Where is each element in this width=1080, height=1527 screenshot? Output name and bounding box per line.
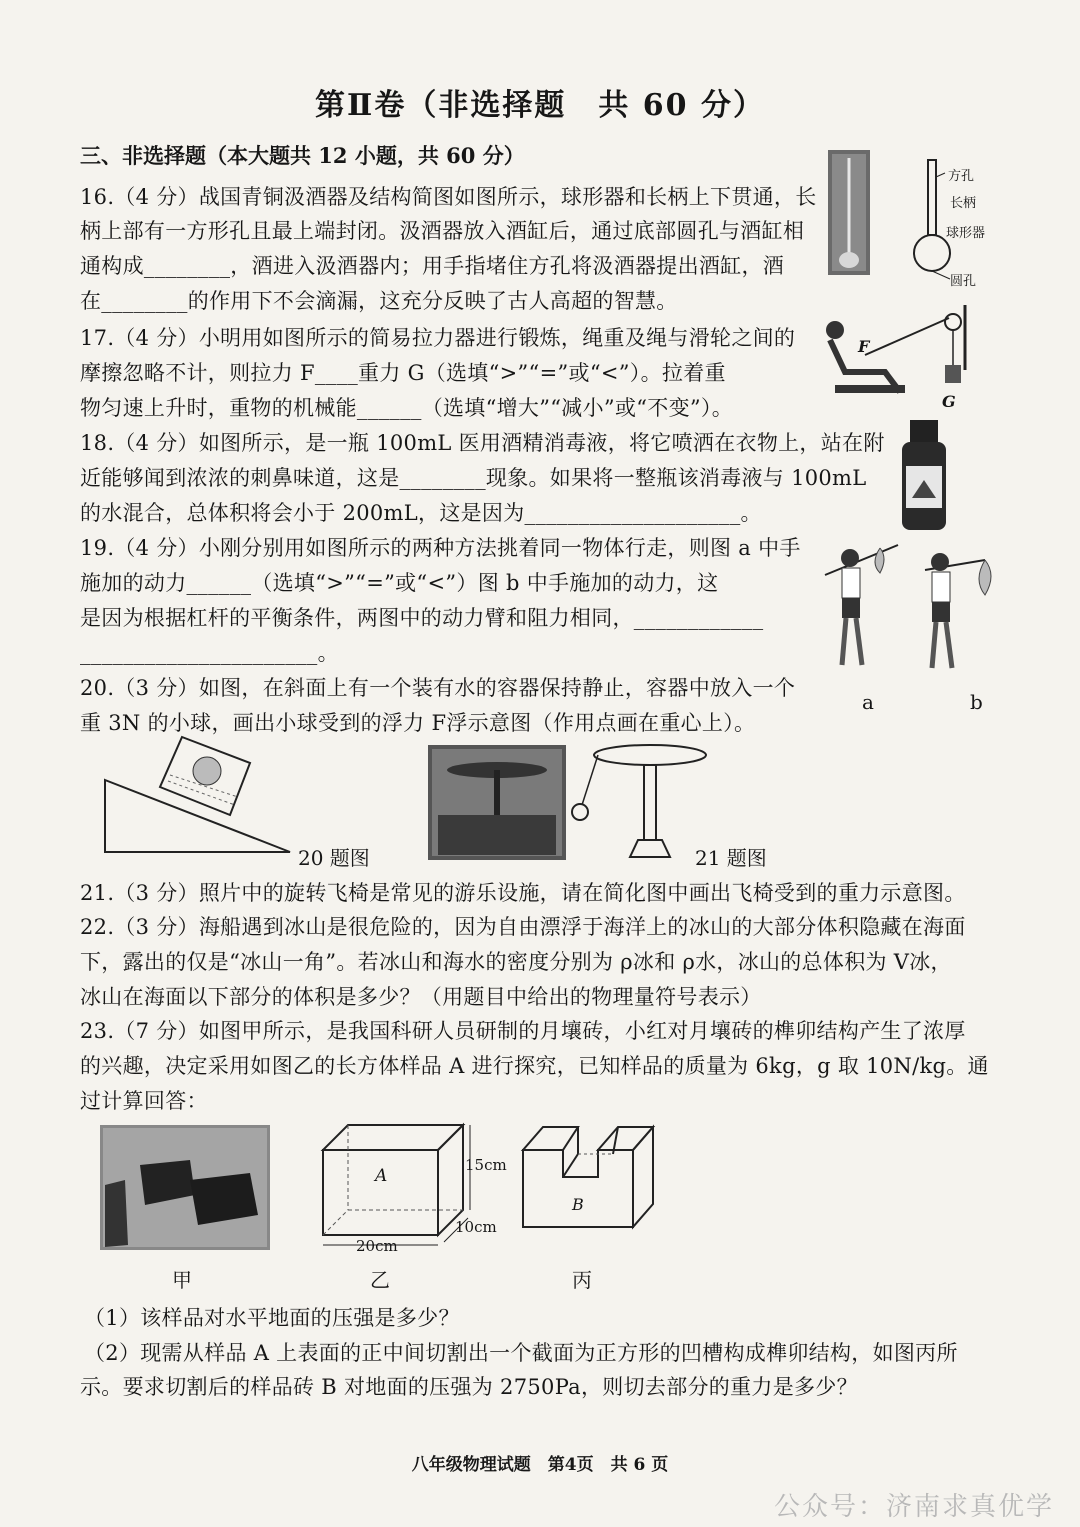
q16-line-3: 通构成________，酒进入汲酒器内；用手指堵住方孔将汲酒器提出酒缸，酒 — [80, 254, 785, 278]
section-heading: 三、非选择题（本大题共 12 小题，共 60 分） — [80, 143, 525, 168]
boy-carrying-b-figure — [915, 540, 995, 680]
q22-line-2: 下，露出的仅是“冰山一角”。若冰山和海水的密度分别为 ρ冰和 ρ水，冰山的总体积为 V冰， — [80, 950, 952, 974]
label-a: a — [862, 690, 874, 714]
page-footer: 八年级物理试题 第4页 共 6 页 — [411, 1455, 669, 1475]
fig-jia-caption: 甲 — [172, 1268, 192, 1292]
q23-part-2a: （2）现需从样品 A 上表面的正中间切割出一个截面为正方形的凹槽构成榫卯结构，如图丙所 — [84, 1341, 958, 1365]
q20-line-1: 20.（3 分）如图，在斜面上有一个装有水的容器保持静止，容器中放入一个 — [80, 676, 796, 700]
label-square-hole: 方孔 — [948, 169, 975, 184]
q23-line-1: 23.（7 分）如图甲所示，是我国科研人员研制的月壤砖，小红对月壤砖的榫卯结构产生了浓厚 — [80, 1019, 966, 1043]
dim-height: 15cm — [465, 1156, 507, 1174]
q23-line-2: 的兴趣，决定采用如图乙的长方体样品 A 进行探究，已知样品的质量为 6kg，g 取 10N/kg。通 — [80, 1054, 989, 1078]
q23-part-1: （1）该样品对水平地面的压强是多少？ — [84, 1306, 460, 1330]
q17-line-2: 摩擦忽略不计，则拉力 F____重力 G（选填“>”“=”或“<”）。拉着重 — [80, 361, 726, 385]
q19-line-2: 施加的动力______（选填“>”“=”或“<”）图 b 中手施加的动力，这 — [80, 571, 719, 595]
q18-line-3: 的水混合，总体积将会小于 200mL，这是因为____________________。 — [80, 501, 762, 525]
label-b: b — [970, 690, 983, 714]
fig-21-caption: 21 题图 — [695, 846, 767, 870]
label-handle: 长柄 — [950, 196, 977, 211]
watermark: 公众号：济南求真优学 — [773, 1492, 1054, 1522]
q17-line-3: 物匀速上升时，重物的机械能______（选填“增大”“减小”或“不变”）。 — [80, 396, 734, 420]
q16-line-1: 16.（4 分）战国青铜汲酒器及结构简图如图所示，球形器和长柄上下贯通，长 — [80, 185, 817, 209]
fig-yi-caption: 乙 — [370, 1268, 390, 1292]
alcohol-bottle-figure — [896, 418, 952, 533]
dim-width: 20cm — [356, 1237, 398, 1255]
fig-20-caption: 20 题图 — [298, 846, 370, 870]
q22-line-1: 22.（3 分）海船遇到冰山是很危险的，因为自由漂浮于海洋上的冰山的大部分体积隐藏在海面 — [80, 915, 966, 939]
swing-ride-diagram — [568, 740, 708, 860]
q18-line-2: 近能够闻到浓浓的刺鼻味道，这是________现象。如果将一整瓶该消毒液与 100mL — [80, 466, 867, 490]
label-brick-b: B — [572, 1195, 584, 1214]
label-brick-a: A — [375, 1166, 388, 1186]
q16-line-4: 在________的作用下不会滴漏，这充分反映了古人高超的智慧。 — [80, 289, 678, 313]
label-g: G — [942, 392, 956, 411]
q23-line-3: 过计算回答： — [80, 1089, 208, 1113]
page-title: 第Ⅱ卷（非选择题 共 60 分） — [315, 88, 765, 123]
q22-line-3: 冰山在海面以下部分的体积是多少？（用题目中给出的物理量符号表示） — [80, 985, 762, 1009]
wine-vessel-photo — [828, 150, 870, 275]
incline-container-figure — [100, 735, 300, 860]
q17-line-1: 17.（4 分）小明用如图所示的简易拉力器进行锻炼，绳重及绳与滑轮之间的 — [80, 326, 796, 350]
q18-line-1: 18.（4 分）如图所示，是一瓶 100mL 医用酒精消毒液，将它喷洒在衣物上，站在附 — [80, 431, 885, 455]
dim-depth: 10cm — [455, 1218, 497, 1236]
fig-bing-caption: 丙 — [572, 1268, 592, 1292]
boy-carrying-a-figure — [820, 540, 900, 680]
q19-line-4: ______________________。 — [80, 641, 339, 665]
label-bulb: 球形器 — [946, 226, 986, 241]
lunar-brick-photo — [100, 1125, 270, 1250]
q19-line-1: 19.（4 分）小刚分别用如图所示的两种方法挑着同一物体行走，则图 a 中手 — [80, 536, 801, 560]
q20-line-2: 重 3N 的小球，画出小球受到的浮力 F浮示意图（作用点画在重心上）。 — [80, 711, 756, 735]
q23-part-2b: 示。要求切割后的样品砖 B 对地面的压强为 2750Pa，则切去部分的重力是多少？ — [80, 1375, 858, 1399]
brick-b-diagram — [518, 1122, 663, 1232]
q16-line-2: 柄上部有一方形孔且最上端封闭。汲酒器放入酒缸后，通过底部圆孔与酒缸相 — [80, 219, 805, 243]
q19-line-3: 是因为根据杠杆的平衡条件，两图中的动力臂和阻力相同，____________ — [80, 606, 764, 630]
label-round-hole: 圆孔 — [950, 274, 977, 289]
swing-ride-photo — [428, 745, 566, 860]
label-f: F — [858, 337, 870, 356]
q21-line-1: 21.（3 分）照片中的旋转飞椅是常见的游乐设施，请在简化图中画出飞椅受到的重力示意图。 — [80, 881, 966, 905]
